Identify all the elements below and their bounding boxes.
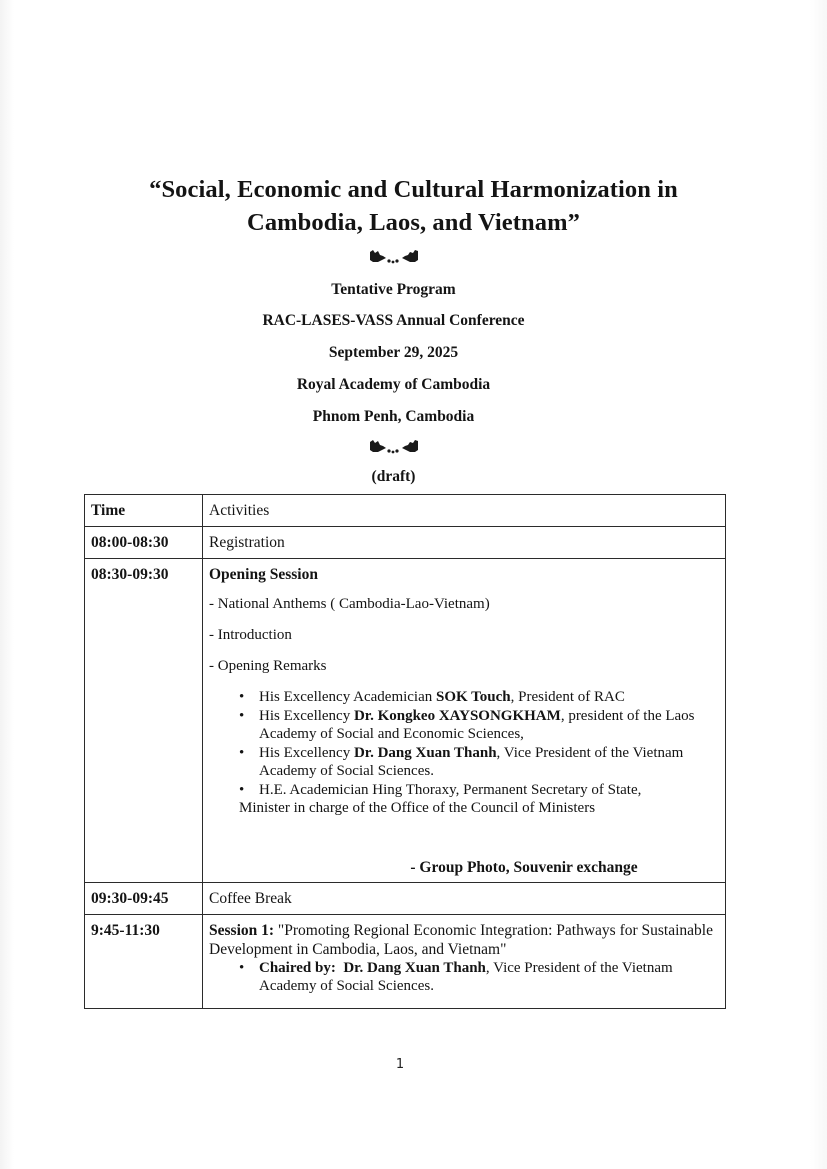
schedule-table: [84, 494, 726, 1009]
row-activity: [203, 559, 726, 883]
table-row: [85, 559, 726, 883]
speaker-item: • His Excellency Dr. Dang Xuan Thanh, Vice President of the Vietnam Academy of Social Sciences.: [239, 744, 684, 779]
agenda-item: - National Anthems ( Cambodia-Lao-Vietnam): [209, 596, 490, 612]
program-subtitle: Tentative Program: [331, 281, 456, 298]
bullet-icon: •: [239, 689, 245, 705]
table-header-row: [85, 495, 726, 527]
row-activity: Coffee Break: [203, 882, 726, 914]
row-time: 08:00-08:30: [85, 527, 203, 559]
opening-session-title: Opening Session: [209, 566, 318, 583]
group-photo-item: - Group Photo, Souvenir exchange: [410, 858, 638, 876]
session-title: "Promoting Regional Economic Integration: Pathways for Sustainable Development in Cambodia, Laos, and Vietnam": [209, 921, 713, 958]
speaker-name: Dr. Kongkeo XAYSONGKHAM: [353, 707, 561, 724]
row-time: 08:30-09:30: [85, 559, 203, 883]
table-row: [85, 914, 726, 1008]
row-time: 09:30-09:45: [85, 882, 203, 914]
session-label: Session 1:: [209, 921, 275, 939]
speaker-list: [209, 688, 719, 818]
bullet-icon: •: [239, 744, 245, 761]
table-row: [85, 882, 726, 914]
conference-venue: Royal Academy of Cambodia: [296, 376, 491, 393]
row-activity: Registration: [203, 527, 726, 559]
document-title: [100, 173, 727, 239]
page-number: 1: [395, 1057, 405, 1072]
table-row: [85, 527, 726, 559]
chair-label: Chaired by:: [259, 959, 336, 976]
chair-role: , Vice President of the Vietnam Academy of Social Sciences.: [259, 959, 673, 994]
bullet-icon: •: [239, 781, 245, 798]
speaker-name: Dr. Dang Xuan Thanh: [353, 744, 497, 761]
conference-name: RAC-LASES-VASS Annual Conference: [262, 312, 525, 329]
floral-divider-icon: [368, 440, 420, 456]
agenda-item: - Introduction: [209, 627, 292, 643]
speaker-item: • H.E. Academician Hing Thoraxy, Permanent Secretary of State, Minister in charge of the Office of the Council of Ministers: [239, 781, 642, 816]
bullet-icon: •: [239, 959, 245, 976]
agenda-item: - Opening Remarks: [209, 658, 327, 674]
speaker-name: SOK Touch: [436, 689, 511, 705]
speaker-item: • His Excellency Dr. Kongkeo XAYSONGKHAM, president of the Laos Academy of Social and Economic Sciences,: [239, 707, 695, 742]
floral-divider-icon: [368, 250, 420, 266]
row-activity: [203, 914, 726, 1008]
header-time: Time: [85, 495, 203, 527]
chair-item: [239, 959, 719, 996]
row-time: 9:45-11:30: [85, 914, 203, 1008]
bullet-icon: •: [239, 707, 245, 724]
conference-city: Phnom Penh, Cambodia: [312, 408, 475, 425]
session-chair-list: [209, 959, 719, 996]
speaker-item: • His Excellency Academician SOK Touch, President of RAC: [239, 689, 625, 705]
header-activities: Activities: [203, 495, 726, 527]
conference-date: September 29, 2025: [328, 344, 459, 361]
draft-status: (draft): [371, 468, 416, 485]
title-line-1: “Social, Economic and Cultural Harmonization in: [149, 176, 678, 203]
title-line-2: Cambodia, Laos, and Vietnam”: [247, 209, 580, 236]
chair-name: Dr. Dang Xuan Thanh: [335, 959, 486, 976]
session-heading: [209, 921, 719, 959]
